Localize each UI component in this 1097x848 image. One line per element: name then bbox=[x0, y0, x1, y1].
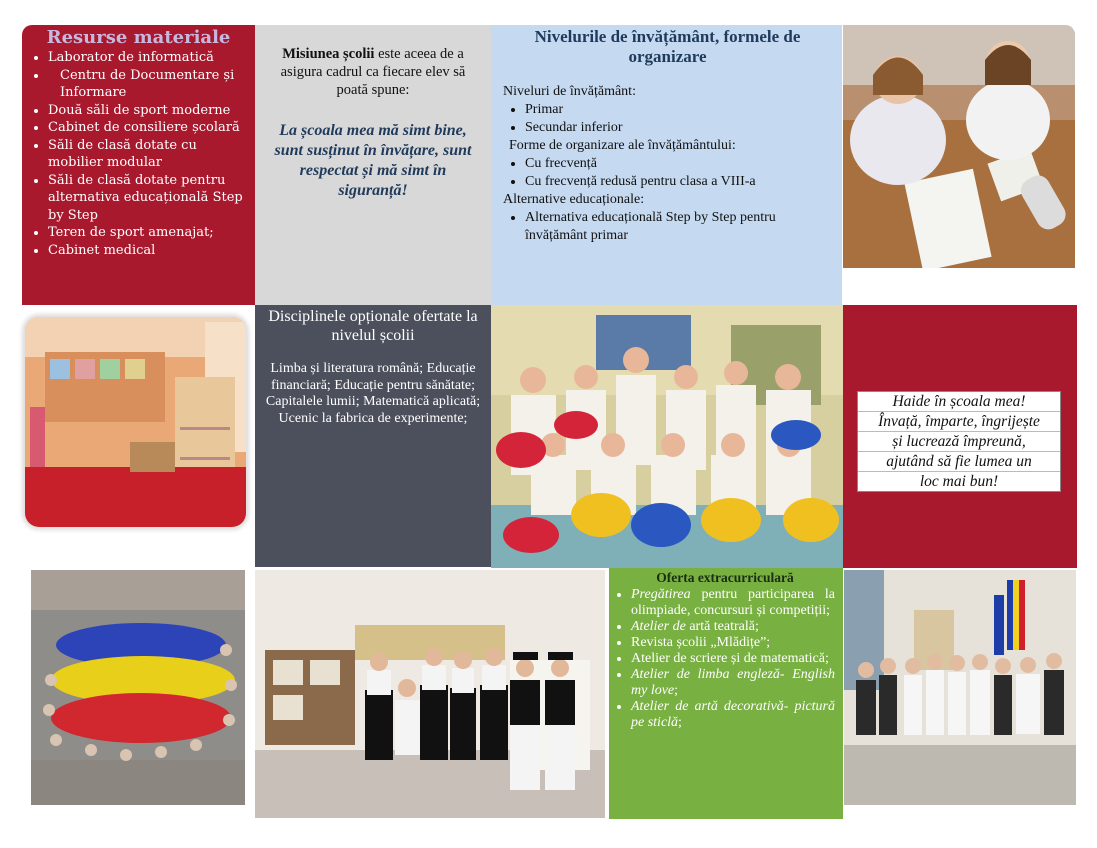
levels-heading: Niveluri de învățământ: bbox=[503, 84, 636, 99]
list-item: • Cabinet medical bbox=[48, 242, 249, 260]
motto-line: ajutând să fie lumea un bbox=[858, 452, 1060, 472]
list-item: • Atelier de artă teatrală; bbox=[631, 619, 835, 635]
list-item: • Laborator de informatică bbox=[48, 49, 249, 67]
dance-group-photo bbox=[491, 305, 843, 568]
optional-subjects-panel bbox=[255, 305, 491, 567]
mission-text: este aceea de a asigura cadrul ca fiecare elev să poată spune: bbox=[280, 46, 466, 98]
list-item: • Revista școlii „Mlădițe”; bbox=[631, 635, 835, 651]
alternatives-list bbox=[503, 209, 832, 245]
list-item: • Alternativa educațională Step by Step pentru învățământ primar bbox=[525, 209, 832, 245]
motto-line: Haide în școala mea! bbox=[858, 392, 1060, 412]
alternatives-heading: Alternative educaționale: bbox=[503, 192, 645, 207]
flag-formation-photo bbox=[31, 570, 245, 805]
optional-list: Limba și literatura română; Educație financiară; Educație pentru sănătate; Capitalele lumii; Matematică aplicată; Ucenic la fabrica de experimente; bbox=[265, 361, 481, 426]
motto-line: Învață, împarte, îngrijește bbox=[858, 412, 1060, 432]
forms-heading: Forme de organizare ale învățământului: bbox=[509, 138, 736, 153]
resources-list bbox=[28, 49, 249, 259]
levels-title: Nivelurile de învățământ, formele de organizare bbox=[534, 27, 801, 66]
students-writing-photo bbox=[843, 25, 1075, 268]
list-item: • Secundar inferior bbox=[525, 119, 832, 137]
forms-list bbox=[503, 155, 832, 191]
extracurricular-list bbox=[615, 587, 835, 731]
hallway-group-photo bbox=[844, 570, 1076, 805]
motto-line: și lucrează împreună, bbox=[858, 432, 1060, 452]
list-item: • Atelier de limba engleză- English my love; bbox=[631, 667, 835, 699]
motto-box bbox=[857, 391, 1061, 492]
list-item: • Pregătirea pentru participarea la olimpiade, concursuri și competiții; bbox=[631, 587, 835, 619]
list-item: • Teren de sport amenajat; bbox=[48, 224, 249, 242]
resources-panel bbox=[22, 25, 255, 305]
folk-costume-photo bbox=[255, 570, 605, 818]
library-room-photo bbox=[25, 317, 246, 527]
list-item: • Centru de Documentare și Informare bbox=[48, 67, 249, 102]
list-item: • Cu frecvență bbox=[525, 155, 832, 173]
list-item: • Săli de clasă dotate pentru alternativa educațională Step by Step bbox=[48, 172, 249, 225]
levels-list bbox=[503, 101, 832, 137]
list-item: • Atelier de scriere și de matematică; bbox=[631, 651, 835, 667]
motto-line: loc mai bun! bbox=[919, 473, 999, 490]
list-item: • Cabinet de consiliere școlară bbox=[48, 119, 249, 137]
mission-panel bbox=[255, 25, 491, 305]
mission-quote: La școala mea mă simt bine, sunt susținut în învățare, sunt respectat și mă simt în siguranță! bbox=[274, 122, 472, 199]
list-item: • Săli de clasă dotate cu mobilier modular bbox=[48, 137, 249, 172]
levels-panel bbox=[491, 25, 842, 305]
extracurricular-panel bbox=[609, 568, 843, 819]
resources-title: Resurse materiale bbox=[46, 27, 231, 48]
mission-statement bbox=[269, 45, 477, 99]
list-item: • Două săli de sport moderne bbox=[48, 102, 249, 120]
mission-lead: Misiunea școlii bbox=[282, 46, 375, 62]
optional-title: Disciplinele opționale ofertate la nivelul școlii bbox=[268, 308, 478, 344]
extracurricular-title: Oferta extracurriculară bbox=[656, 570, 794, 585]
list-item: • Cu frecvență redusă pentru clasa a VIII-a bbox=[525, 173, 832, 191]
list-item: • Primar bbox=[525, 101, 832, 119]
list-item: • Atelier de artă decorativă- pictură pe sticlă; bbox=[631, 699, 835, 731]
